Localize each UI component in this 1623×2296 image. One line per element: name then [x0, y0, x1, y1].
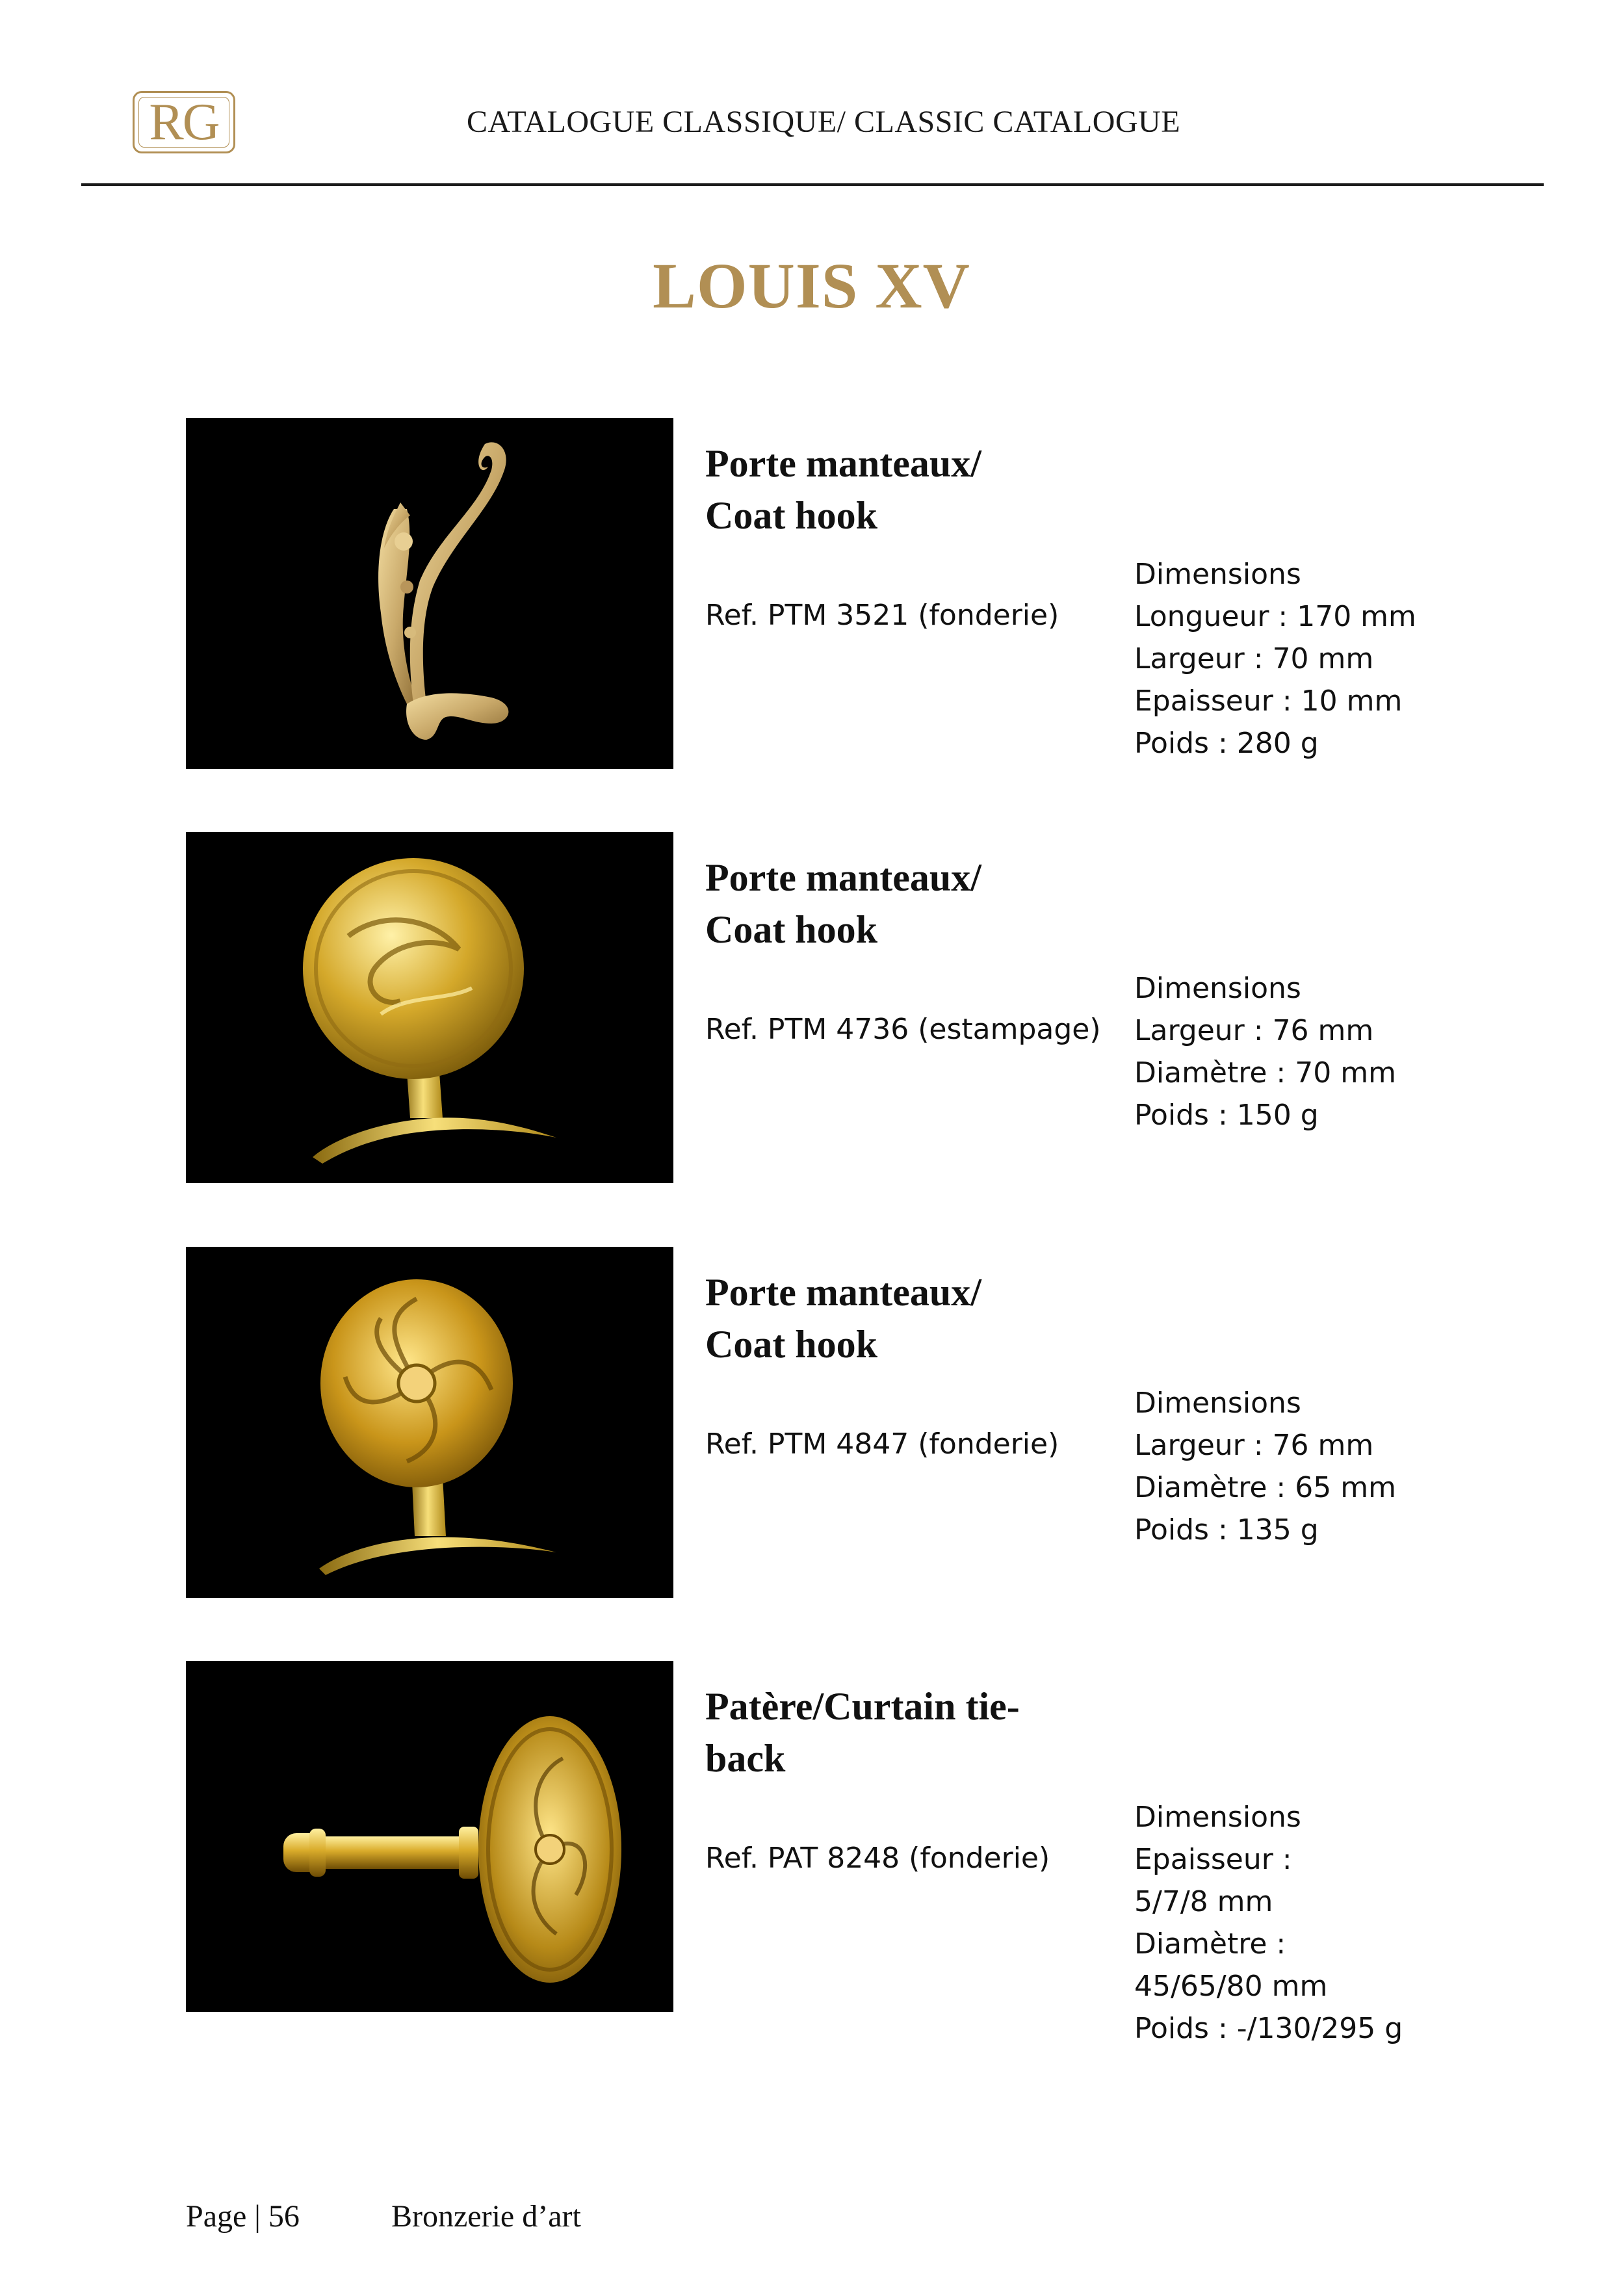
product-dimensions — [1134, 553, 1416, 764]
header-divider — [81, 183, 1544, 186]
product-entry — [0, 418, 1623, 769]
product-name-line1: Porte manteaux/ — [705, 856, 981, 899]
dimension-line: Largeur : 76 mm — [1134, 1429, 1374, 1462]
dimension-line: Diamètre : 70 mm — [1134, 1056, 1396, 1089]
dimension-line: Epaisseur : — [1134, 1843, 1292, 1876]
product-name-line1: Patère/Curtain tie- — [705, 1685, 1020, 1728]
product-name — [705, 852, 1095, 956]
product-name-line2: Coat hook — [705, 1323, 878, 1366]
round-coat-hook-illustration — [186, 832, 673, 1183]
dimension-line: Largeur : 76 mm — [1134, 1014, 1374, 1047]
dimension-line: 5/7/8 mm — [1134, 1885, 1273, 1918]
product-name — [705, 1266, 1095, 1370]
product-entry — [0, 1661, 1623, 2045]
product-dimensions — [1134, 1382, 1396, 1551]
dimension-line: Poids : -/130/295 g — [1134, 2012, 1403, 2045]
product-dimensions — [1134, 967, 1396, 1136]
dimension-line: Poids : 150 g — [1134, 1099, 1319, 1132]
product-name-line2: back — [705, 1737, 786, 1780]
page-number: Page | 56 — [186, 2199, 300, 2234]
dimensions-heading: Dimensions — [1134, 1801, 1301, 1834]
product-entry — [0, 832, 1623, 1183]
product-name-line2: Coat hook — [705, 494, 878, 537]
product-name — [705, 1680, 1095, 1784]
dimension-line: Diamètre : — [1134, 1927, 1286, 1961]
product-photo — [186, 832, 673, 1183]
dimensions-heading: Dimensions — [1134, 558, 1301, 591]
dimension-line: Diamètre : 65 mm — [1134, 1471, 1396, 1504]
ornate-coat-hook-illustration — [186, 418, 673, 769]
product-photo — [186, 418, 673, 769]
product-entry — [0, 1247, 1623, 1598]
dimensions-heading: Dimensions — [1134, 1387, 1301, 1420]
dimensions-heading: Dimensions — [1134, 972, 1301, 1005]
dimension-line: Poids : 280 g — [1134, 727, 1319, 760]
dimension-line: Epaisseur : 10 mm — [1134, 685, 1403, 718]
page-title: LOUIS XV — [653, 250, 970, 322]
product-reference: Ref. PTM 4736 (estampage) — [705, 1013, 1101, 1046]
dimension-line: Largeur : 70 mm — [1134, 642, 1374, 675]
rosette-coat-hook-illustration — [186, 1247, 673, 1598]
product-photo — [186, 1661, 673, 2012]
catalogue-header-title: CATALOGUE CLASSIQUE/ CLASSIC CATALOGUE — [467, 105, 1181, 139]
product-reference: Ref. PTM 3521 (fonderie) — [705, 599, 1059, 632]
product-reference: Ref. PTM 4847 (fonderie) — [705, 1428, 1059, 1461]
logo-monogram: RG — [138, 97, 229, 148]
product-name-line1: Porte manteaux/ — [705, 1271, 981, 1314]
brand-logo — [133, 91, 235, 153]
footer-brand: Bronzerie d’art — [391, 2199, 581, 2234]
product-name-line1: Porte manteaux/ — [705, 442, 981, 485]
product-dimensions — [1134, 1796, 1403, 2050]
curtain-tieback-illustration — [186, 1661, 673, 2012]
product-reference: Ref. PAT 8248 (fonderie) — [705, 1842, 1050, 1875]
product-photo — [186, 1247, 673, 1598]
product-name — [705, 437, 1095, 541]
dimension-line: Longueur : 170 mm — [1134, 600, 1416, 633]
product-name-line2: Coat hook — [705, 908, 878, 951]
dimension-line: Poids : 135 g — [1134, 1513, 1319, 1546]
dimension-line: 45/65/80 mm — [1134, 1970, 1328, 2003]
